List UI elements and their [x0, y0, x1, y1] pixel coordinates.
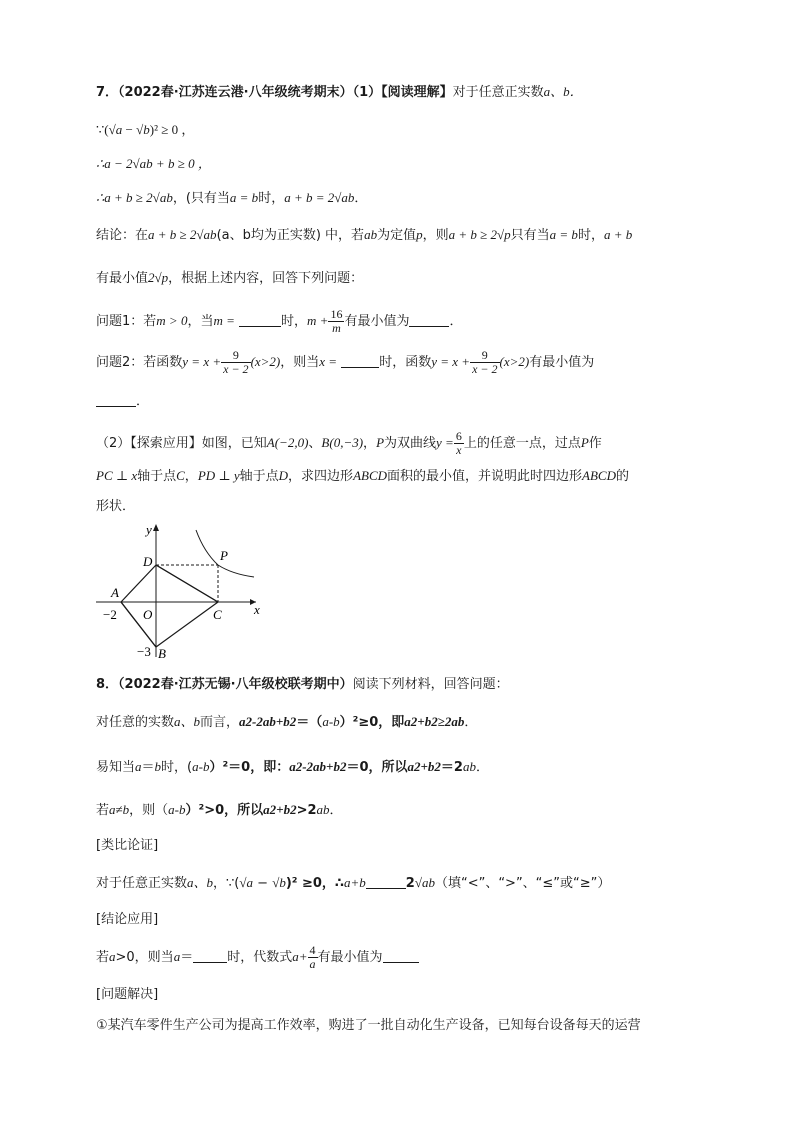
denominator: x	[454, 443, 464, 457]
text: 问题1：若	[96, 314, 157, 329]
text: ）²≥0，即	[339, 715, 405, 730]
q7-problem-2	[96, 345, 594, 380]
text: 结论：在	[96, 228, 149, 243]
text: ，则当	[280, 355, 320, 370]
text: ，(只有当	[172, 191, 230, 206]
fraction-4-over-a	[308, 944, 318, 971]
formula: b	[154, 759, 162, 774]
section-conclusion-apply: [结论应用]	[96, 912, 159, 927]
label-b: B	[158, 646, 166, 661]
q7-source: （2022春·江苏连云港·八年级统考期末）	[118, 85, 353, 100]
text: ．	[449, 314, 463, 329]
formula: ab	[316, 802, 330, 817]
formula: ∴a + b ≥ 2√ab	[96, 190, 173, 205]
q8-source: （2022春·江苏无锡·八年级校联考期中）	[118, 677, 353, 692]
text: ² ≥ 0 ，	[154, 122, 195, 137]
answer-blank[interactable]	[383, 948, 419, 963]
numerator: 6	[455, 429, 462, 443]
formula: a + b ≥ 2√ab	[148, 227, 217, 242]
formula: (x>2)	[250, 354, 281, 369]
text: ＝	[180, 950, 194, 965]
formula: a = b	[229, 190, 259, 205]
formula: a-b	[192, 759, 210, 774]
formula: y = x +	[431, 354, 471, 369]
text: ＝	[141, 760, 155, 775]
denominator: a	[309, 957, 316, 971]
text: ，求四边形	[288, 469, 354, 484]
text: ）²＝0，即：	[209, 760, 290, 775]
numerator: 16	[330, 307, 343, 321]
text: (a、b均为正实数) 中，若	[216, 228, 365, 243]
text: >2	[296, 803, 317, 818]
q7-conclusion-cont	[96, 268, 363, 289]
q8-head-text: 阅读下列材料，回答问题：	[352, 677, 509, 692]
text: 有最小值为	[529, 355, 595, 370]
q7-explore-3: 形状．	[96, 499, 136, 514]
point-a: A(−2,0)	[266, 435, 309, 450]
formula: x =	[319, 354, 338, 369]
sqrt-b: √b	[136, 122, 150, 137]
label-neg3: −3	[137, 644, 151, 659]
q7-line-4	[96, 188, 367, 209]
text: 有最小值为	[344, 314, 410, 329]
numerator: 9	[232, 348, 239, 362]
formula: C	[176, 468, 185, 483]
text: )² ≥0，∴	[285, 876, 344, 891]
numerator: 4	[309, 943, 316, 957]
q8-line-5	[96, 940, 419, 975]
text: 、	[308, 436, 322, 451]
answer-blank[interactable]	[193, 948, 227, 963]
formula: a	[109, 949, 116, 964]
text: 若	[96, 803, 110, 818]
formula: a + b ≥ 2√p	[448, 227, 511, 242]
segment-dc	[156, 565, 218, 602]
text: ＝（	[296, 715, 323, 730]
text: 若	[96, 950, 110, 965]
fraction-9-over-x-2	[470, 349, 499, 376]
text: ，则	[422, 228, 449, 243]
formula: a+	[292, 949, 308, 964]
formula: a-b	[168, 802, 186, 817]
text: 时，代数式	[227, 950, 293, 965]
text: ＝2	[440, 760, 463, 775]
fraction-16-over-m	[328, 308, 344, 335]
quadrilateral-abcd	[121, 565, 218, 647]
q8-line-1	[96, 712, 477, 733]
formula: a2+b2	[263, 802, 297, 817]
text: 的	[615, 469, 629, 484]
label-x: x	[254, 602, 260, 617]
text: 问题2：若函数	[96, 355, 183, 370]
formula: PD ⊥ y	[197, 468, 240, 483]
point-b: B(0,−3)	[321, 435, 364, 450]
denominator: x − 2	[472, 362, 498, 376]
text: 为定值	[377, 228, 417, 243]
formula: ab	[364, 227, 378, 242]
q7-heading	[96, 82, 583, 103]
text: 易知当	[96, 760, 136, 775]
text: 时，(	[161, 760, 193, 775]
text: ．	[354, 191, 368, 206]
text: ，∵(	[213, 876, 240, 891]
q8-line-3	[96, 800, 343, 821]
q7-explore-1	[96, 426, 602, 461]
q7-head-text: 对于任意正实数	[452, 85, 544, 100]
text: >0，则当	[115, 950, 174, 965]
sqrt-a: √a	[239, 875, 254, 890]
q7-explore-2	[96, 466, 629, 487]
text: ，当	[187, 314, 214, 329]
formula: a2-2ab+b2	[239, 714, 297, 729]
label-y: y	[146, 522, 152, 537]
denominator: x − 2	[223, 362, 249, 376]
text: )	[149, 122, 155, 137]
text: 而言，	[200, 715, 240, 730]
q7-line-2	[96, 120, 194, 140]
formula: ABCD	[353, 468, 388, 483]
answer-blank[interactable]	[341, 353, 379, 368]
formula: P	[376, 435, 385, 450]
text: ，根据上述内容，回答下列问题：	[168, 271, 364, 286]
fraction-6-over-x	[454, 430, 464, 457]
formula: ABCD	[582, 468, 616, 483]
text: ．	[136, 394, 150, 409]
text: 作	[588, 436, 602, 451]
formula: P	[580, 435, 589, 450]
text: （填“<”、“>”、“≤”或“≥”）	[434, 876, 611, 891]
text: ，则（	[129, 803, 169, 818]
numerator: 9	[481, 348, 488, 362]
label-d: D	[143, 554, 153, 569]
text: 轴于点	[137, 469, 177, 484]
text: ，	[184, 469, 198, 484]
formula: a + b	[603, 227, 633, 242]
formula: a	[135, 759, 142, 774]
text: ＝0，所以	[346, 760, 408, 775]
formula: √ab	[414, 875, 435, 890]
text: −	[122, 122, 137, 137]
section-analogy: [类比论证]	[96, 838, 159, 853]
section-problem-solve: [问题解决]	[96, 987, 159, 1002]
formula: ab	[462, 759, 476, 774]
text: 2	[405, 876, 415, 891]
q7-problem-2-blank	[96, 392, 149, 412]
q7-number: 7．	[96, 85, 119, 100]
formula: p	[416, 227, 423, 242]
text: 时，	[577, 228, 604, 243]
q8-line-2	[96, 757, 489, 778]
formula: PC ⊥ x	[96, 468, 138, 483]
fraction-9-over-x-2	[221, 349, 250, 376]
sqrt-a: √a	[108, 122, 123, 137]
q8-line-4	[96, 873, 610, 894]
label-p: P	[220, 548, 228, 563]
answer-blank[interactable]	[96, 392, 136, 407]
text: 对于任意正实数	[96, 876, 188, 891]
text: 时，	[258, 191, 285, 206]
formula: a、b	[174, 714, 201, 729]
q7-line-3: ∴a − 2√ab + b ≥ 0 ，	[96, 156, 211, 171]
text: ，	[363, 436, 377, 451]
text: 只有当	[510, 228, 550, 243]
text: ）²>0，所以	[185, 803, 264, 818]
q7-problem-1	[96, 304, 463, 339]
text: ．	[329, 803, 343, 818]
text: 时，	[281, 314, 308, 329]
text: 时，函数	[379, 355, 432, 370]
sqrt-b: √b	[272, 875, 286, 890]
formula: a2-2ab+b2	[289, 759, 347, 774]
formula: (x>2)	[499, 354, 530, 369]
formula: a-b	[322, 714, 340, 729]
label-neg2: −2	[103, 607, 117, 622]
text: 上的任意一点，过点	[463, 436, 581, 451]
q7-head-vars: a、b．	[543, 84, 583, 99]
text: 有最小值	[96, 271, 149, 286]
formula: 2√p	[148, 270, 169, 285]
formula: m > 0	[156, 313, 188, 328]
label-o: O	[143, 607, 153, 622]
text: 对任意的实数	[96, 715, 175, 730]
q8-line-6: ①某汽车零件生产公司为提高工作效率，购进了一批自动化生产设备，已知每台设备每天的运营	[96, 1018, 641, 1033]
text: ．	[475, 760, 489, 775]
formula: a2+b2≥2ab	[404, 714, 465, 729]
formula: a、b	[187, 875, 214, 890]
q8-number: 8．	[96, 677, 119, 692]
text: 为双曲线	[384, 436, 437, 451]
q7-conclusion	[96, 225, 632, 246]
text: 有最小值为	[317, 950, 383, 965]
label-a: A	[111, 585, 119, 600]
text: 面积的最小值，并说明此时四边形	[387, 469, 583, 484]
formula: y = x +	[182, 354, 222, 369]
text: （2）【探索应用】如图，已知	[96, 436, 267, 451]
formula: a + b = 2√ab	[284, 190, 355, 205]
formula: m =	[213, 313, 235, 328]
formula: a≠b	[109, 802, 130, 817]
answer-blank[interactable]	[239, 312, 281, 327]
formula: a+b	[343, 875, 366, 890]
text: ∵(	[96, 122, 109, 137]
y-axis-arrow	[153, 524, 159, 531]
formula: a = b	[549, 227, 578, 242]
denominator: m	[328, 321, 344, 335]
formula: a	[173, 949, 181, 964]
geometry-figure	[96, 522, 272, 662]
text: 轴于点	[239, 469, 279, 484]
formula: a2+b2	[407, 759, 441, 774]
answer-blank[interactable]	[366, 874, 406, 889]
text: −	[253, 876, 273, 891]
q7-part-label: （1）【阅读理解】	[352, 85, 453, 100]
text: ．	[464, 715, 478, 730]
formula: D	[278, 468, 289, 483]
q8-heading	[96, 675, 509, 695]
formula: m +	[307, 313, 329, 328]
label-c: C	[213, 607, 222, 622]
formula: y =	[436, 435, 454, 450]
answer-blank[interactable]	[409, 312, 449, 327]
